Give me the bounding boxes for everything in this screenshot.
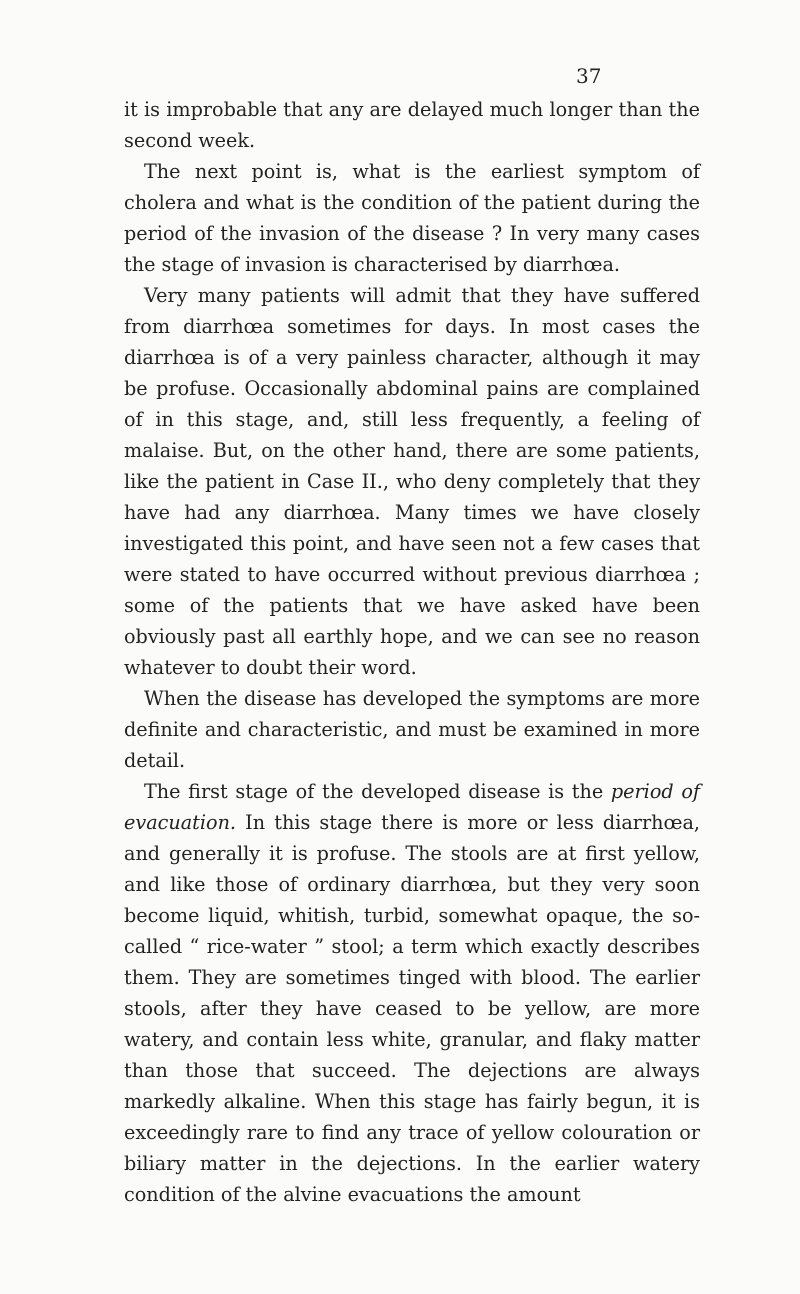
paragraph-text: The first stage of the developed disease is the bbox=[144, 780, 611, 803]
page-number: 37 bbox=[576, 64, 602, 88]
paragraph: Very many patients will admit that they have suffered from diarrhœa sometimes for days. In most cases the diarrhœa is of a very painless character, although it may be profuse. Occasionally abdominal pains are complained of in this stage, and, still less frequently, a feeling of malaise. But, on the other hand, there are some patients, like the patient in Case II., who deny completely that they have had any diarrhœa. Many times we have closely investigated this point, and have seen not a few cases that were stated to have occurred without previous diarrhœa ; some of the patients that we have asked have been obviously past all earthly hope, and we can see no reason whatever to doubt their word. bbox=[124, 284, 700, 679]
paragraph: it is improbable that any are delayed much longer than the second week. bbox=[124, 98, 700, 152]
body-text bbox=[124, 94, 700, 1210]
paragraph bbox=[124, 776, 700, 1210]
italic-term: period of evacuation. bbox=[124, 780, 700, 834]
paragraph: When the disease has developed the symptoms are more definite and characteristic, and must be examined in more detail. bbox=[124, 687, 700, 772]
paragraph-text: In this stage there is more or less diarrhœa, and generally it is profuse. The stools are at first yellow, and like those of ordinary diarrhœa, but they very soon become liquid, whitish, turbid, somewhat opaque, the so-called “ rice-water ” stool; a term which exactly describes them. They are sometimes tinged with blood. The earlier stools, after they have ceased to be yellow, are more watery, and contain less white, granular, and flaky matter than those that succeed. The dejections are always markedly alkaline. When this stage has fairly begun, it is exceedingly rare to find any trace of yellow colouration or biliary matter in the dejections. In the earlier watery condition of the alvine evacuations the amount bbox=[124, 811, 700, 1206]
paragraph: The next point is, what is the earliest symptom of cholera and what is the condition of the patient during the period of the invasion of the disease ? In very many cases the stage of invasion is characterised by diarrhœa. bbox=[124, 160, 700, 276]
